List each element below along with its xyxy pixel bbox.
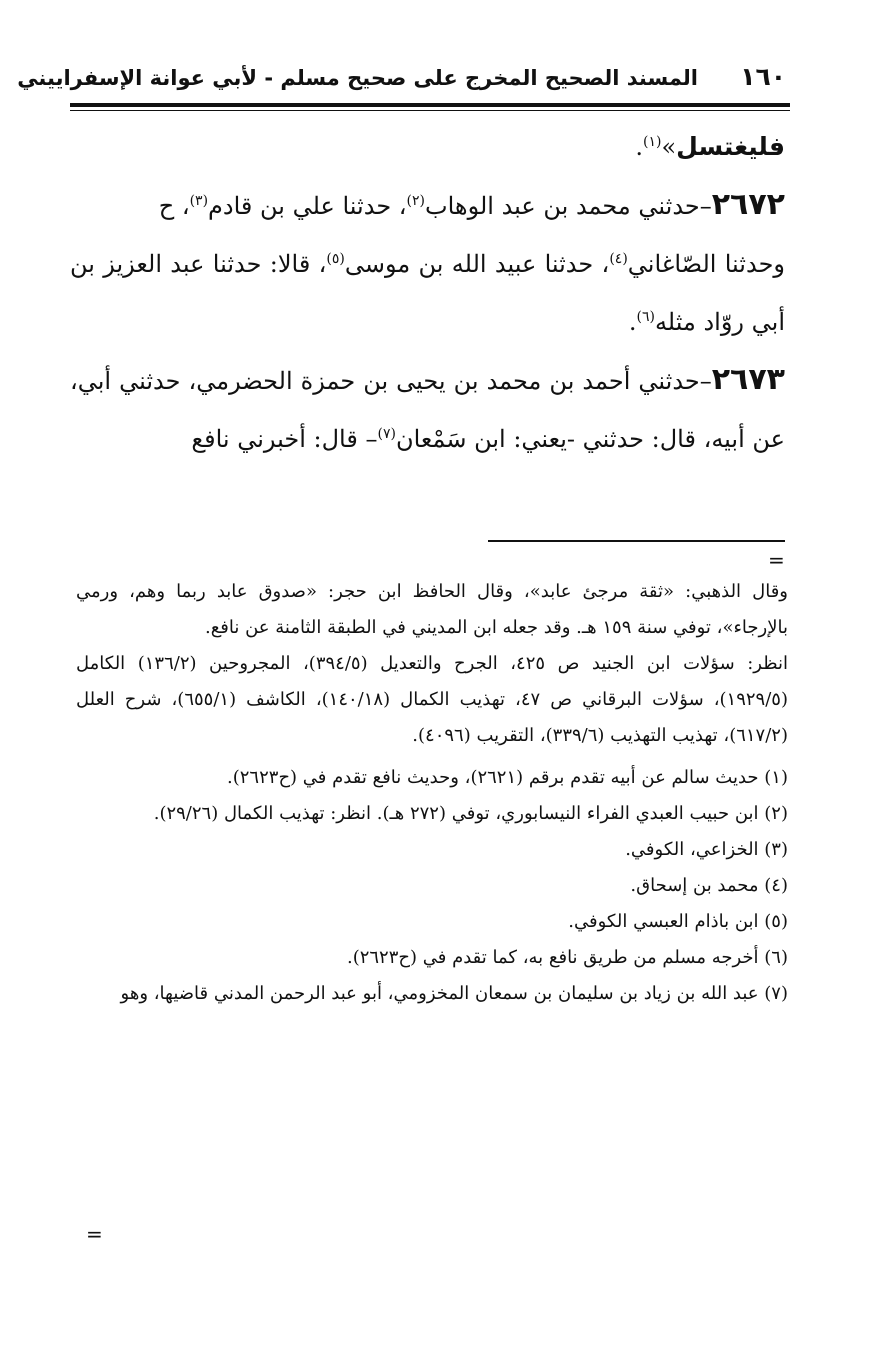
- footnote-ref-4: (٤): [609, 251, 628, 267]
- hadith-2672-second-chain: وحدثنا الصّاغاني$^{(٤)}$، حدثنا عبيد الله بن موسى$^{(٥)}$، قالا: حدثنا عبد العزيز بن أبي روّاد مثله$^{(٦)}$.: [70, 250, 786, 336]
- footnote-5: (٥) ابن باذام العبسي الكوفي.: [568, 911, 788, 932]
- footnote-6: (٦) أخرجه مسلم من طريق نافع به، كما تقدم في (ح٢٦٢٣).: [346, 947, 788, 968]
- continuation-mark-top: =: [768, 548, 785, 572]
- main-line-1: فليغتسل»$^{(١)}$.: [635, 132, 785, 161]
- footnote-continued-b: انظر: سؤلات ابن الجنيد ص ٤٢٥، الجرح والتعديل (٣٩٤/٥)، المجروحين (١٣٦/٢) الكامل (١٩٢٩/٥)، سؤلات البرقاني ص ٤٧، تهذيب الكمال (١٤٠/١٨)، الكاشف (٦٥٥/١)، شرح العلل (٦١٧/٢)، تهذيب التهذيب (٣٣٩/٦)، التقريب (٤٠٩٦).: [76, 653, 788, 746]
- footnote-2: (٢) ابن حبيب العبدي الفراء النيسابوري، توفي (٢٧٢ هـ). انظر: تهذيب الكمال (٢٩/٢٦).: [153, 803, 788, 824]
- footnote-4: (٤) محمد بن إسحاق.: [630, 875, 788, 896]
- footnote-7: (٧) عبد الله بن زياد بن سليمان بن سمعان المخزومي، أبو عبد الرحمن المدني قاضيها، وهو: [120, 983, 788, 1004]
- footnote-3: (٣) الخزاعي، الكوفي.: [625, 839, 788, 860]
- hadith-number: ٢٦٧٣: [711, 362, 785, 397]
- header-rule-thin: [70, 110, 790, 111]
- footnote-ref-1: (١): [642, 134, 662, 150]
- footnote-ref-3: (٣): [189, 193, 209, 209]
- footnote-ref-7: (٧): [377, 426, 396, 442]
- header-rule: [70, 103, 790, 107]
- footnote-separator: [488, 540, 785, 542]
- hadith-2672: ٢٦٧٢–حدثني محمد بن عبد الوهاب$^{(٢)}$، حدثنا علي بن قادم$^{(٣)}$، ح: [158, 187, 785, 222]
- page-header: [17, 62, 790, 102]
- footnote-continued-a: وقال الذهبي: «ثقة مرجئ عابد»، وقال الحافظ ابن حجر: «صدوق عابد ربما وهم، ورمي بالإرجاء»، توفي سنة ١٥٩ هـ. وقد جعله ابن المديني في الطبقة الثامنة عن نافع.: [76, 581, 788, 638]
- footnote-ref-5: (٥): [326, 251, 345, 267]
- continuation-mark-bottom: =: [86, 1222, 103, 1246]
- footnotes: [76, 574, 788, 1012]
- page-number: ١٦٠: [740, 62, 786, 91]
- footnote-ref-2: (٢): [406, 193, 425, 209]
- hadith-2673: ٢٦٧٣–حدثني أحمد بن محمد بن يحيى بن حمزة الحضرمي، حدثني أبي، عن أبيه، قال: حدثني -يعني: ابن سَمْعان$^{(٧)}$– قال: أخبرني نافع: [70, 362, 785, 453]
- footnote-ref-6: (٦): [636, 309, 655, 325]
- main-text: [70, 118, 785, 468]
- running-title: المسند الصحيح المخرج على صحيح مسلم - لأبي عوانة الإسفراييني: [17, 66, 698, 90]
- footnote-1: (١) حديث سالم عن أبيه تقدم برقم (٢٦٢١)، وحديث نافع تقدم في (ح٢٦٢٣).: [227, 767, 788, 788]
- hadith-number: ٢٦٧٢: [711, 187, 785, 222]
